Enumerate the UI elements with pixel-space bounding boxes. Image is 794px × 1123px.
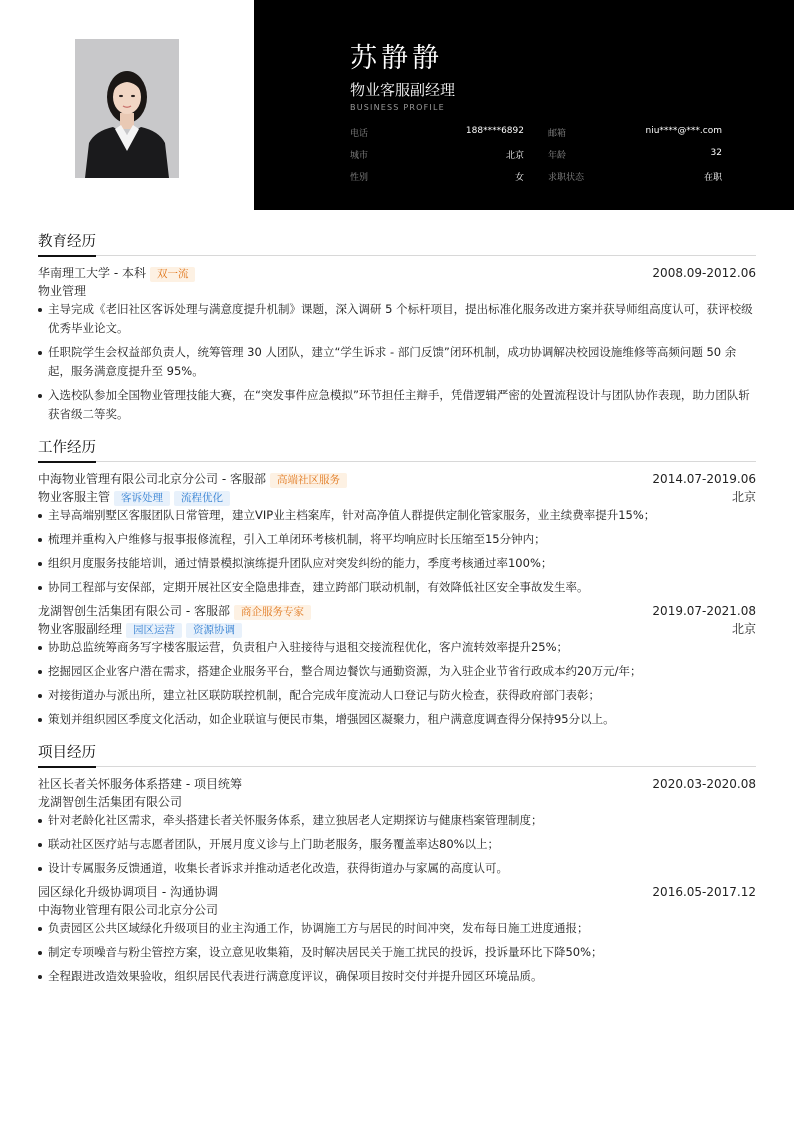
project-org: 龙湖智创生活集团有限公司 xyxy=(38,795,183,809)
portrait-image xyxy=(75,39,179,178)
project-name-line xyxy=(38,883,756,901)
project-name: 园区绿化升级协调项目 - 沟通协调 xyxy=(38,885,218,899)
list-item: 主导完成《老旧社区客诉处理与满意度提升机制》课题，深入调研 5 个标杆项目，提出标准化服务改进方案并获导师组高度认可，获评校级优秀毕业论文。 xyxy=(38,300,756,338)
education-section xyxy=(38,232,756,424)
gender-value: 女 xyxy=(514,173,524,183)
role-tag: 资源协调 xyxy=(186,623,242,638)
candidate-name: 苏静静 xyxy=(350,43,443,74)
work-location: 北京 xyxy=(731,490,756,504)
education-bullets xyxy=(38,300,756,424)
work-heading: 工作经历 xyxy=(38,438,96,463)
email-label: 邮箱 xyxy=(548,129,567,139)
project-name: 社区长者关怀服务体系搭建 - 项目统筹 xyxy=(38,777,242,791)
phone-label: 电话 xyxy=(350,129,369,139)
work-date: 2014.07-2019.06 xyxy=(652,472,756,486)
project-section xyxy=(38,743,756,986)
work-entry xyxy=(38,602,756,729)
work-entry xyxy=(38,470,756,597)
profile-subtitle: BUSINESS PROFILE xyxy=(350,103,445,112)
list-item: 设计专属服务反馈通道，收集长者诉求并推动适老化改造，获得街道办与家属的高度认可。 xyxy=(38,859,756,878)
work-section xyxy=(38,438,756,729)
job-status-label: 求职状态 xyxy=(548,173,585,183)
work-date: 2019.07-2021.08 xyxy=(652,604,756,618)
header-banner xyxy=(254,0,794,210)
project-entry xyxy=(38,883,756,986)
job-status-value: 在职 xyxy=(703,173,722,183)
project-date: 2016.05-2017.12 xyxy=(652,885,756,899)
project-heading: 项目经历 xyxy=(38,743,96,768)
company-line xyxy=(38,602,756,620)
city-label: 城市 xyxy=(350,151,369,161)
role-name: 物业客服主管 xyxy=(38,490,111,504)
major: 物业管理 xyxy=(38,284,87,298)
work-bullets xyxy=(38,638,756,729)
role-tag: 园区运营 xyxy=(126,623,182,638)
resume-body xyxy=(38,232,756,1000)
list-item: 主导高端别墅区客服团队日常管理，建立VIP业主档案库，针对高净值人群提供定制化管家服务，业主续费率提升15%； xyxy=(38,506,756,525)
company-name: 龙湖智创生活集团有限公司 - 客服部 xyxy=(38,604,230,618)
role-tag: 客诉处理 xyxy=(114,491,170,506)
list-item: 任职院学生会权益部负责人，统筹管理 30 人团队，建立“学生诉求 - 部门反馈”闭环机制，成功协调解决校园设施维修等高频问题 50 余起，服务满意度提升至 95%。 xyxy=(38,343,756,381)
info-row-contact xyxy=(350,126,722,140)
company-line xyxy=(38,470,756,488)
school-name: 华南理工大学 - 本科 xyxy=(38,266,146,280)
list-item: 入选校队参加全国物业管理技能大赛，在“突发事件应急模拟”环节担任主辩手，凭借逻辑严密的处置流程设计与团队协作表现，助力团队斩获省级二等奖。 xyxy=(38,386,756,424)
company-info xyxy=(38,470,347,488)
project-entry xyxy=(38,775,756,878)
education-header-line xyxy=(38,264,756,282)
company-name: 中海物业管理有限公司北京分公司 - 客服部 xyxy=(38,472,266,486)
school-line xyxy=(38,264,195,282)
education-heading: 教育经历 xyxy=(38,232,96,257)
role-info xyxy=(38,488,230,506)
project-org: 中海物业管理有限公司北京分公司 xyxy=(38,903,219,917)
company-info xyxy=(38,602,311,620)
list-item: 挖掘园区企业客户潜在需求，搭建企业服务平台，整合周边餐饮与通勤资源，为入驻企业节省行政成本约20万元/年； xyxy=(38,662,756,681)
gender-label: 性别 xyxy=(350,173,369,183)
role-line xyxy=(38,620,756,638)
job-title: 物业客服副经理 xyxy=(350,81,456,99)
project-name-line xyxy=(38,775,756,793)
school-tag: 双一流 xyxy=(150,267,196,282)
work-bullets xyxy=(38,506,756,597)
project-org-line xyxy=(38,793,756,811)
role-info xyxy=(38,620,242,638)
header-photo-area xyxy=(0,0,254,210)
company-tag: 商企服务专家 xyxy=(234,605,311,620)
phone-value: 188****6892 xyxy=(465,126,524,136)
education-entry xyxy=(38,264,756,424)
list-item: 组织月度服务技能培训，通过情景模拟演练提升团队应对突发纠纷的能力，季度考核通过率100%； xyxy=(38,554,756,573)
project-heading-bar xyxy=(38,743,756,767)
profile-photo xyxy=(75,39,179,178)
project-org-line xyxy=(38,901,756,919)
age-label: 年龄 xyxy=(548,151,567,161)
company-tag: 高端社区服务 xyxy=(270,473,347,488)
education-date: 2008.09-2012.06 xyxy=(652,266,756,280)
list-item: 梳理并重构入户维修与报事报修流程，引入工单闭环考核机制，将平均响应时长压缩至15分钟内； xyxy=(38,530,756,549)
role-line xyxy=(38,488,756,506)
work-location: 北京 xyxy=(731,622,756,636)
list-item: 全程跟进改造效果验收，组织居民代表进行满意度评议，确保项目按时交付并提升园区环境品质。 xyxy=(38,967,756,986)
project-bullets xyxy=(38,919,756,986)
major-line xyxy=(38,282,756,300)
list-item: 负责园区公共区域绿化升级项目的业主沟通工作，协调施工方与居民的时间冲突，发布每日施工进度通报； xyxy=(38,919,756,938)
role-tag: 流程优化 xyxy=(174,491,230,506)
project-date: 2020.03-2020.08 xyxy=(652,777,756,791)
education-heading-bar xyxy=(38,232,756,256)
list-item: 对接街道办与派出所，建立社区联防联控机制，配合完成年度流动人口登记与防火检查，获得政府部门表彰； xyxy=(38,686,756,705)
list-item: 协同工程部与安保部，定期开展社区安全隐患排查，建立跨部门联动机制，有效降低社区安全事故发生率。 xyxy=(38,578,756,597)
info-row-gender xyxy=(350,170,722,184)
project-bullets xyxy=(38,811,756,878)
role-name: 物业客服副经理 xyxy=(38,622,123,636)
email-value: niu****@***.com xyxy=(645,126,722,136)
list-item: 协助总监统筹商务写字楼客服运营，负责租户入驻接待与退租交接流程优化，客户流转效率提升25%； xyxy=(38,638,756,657)
city-value: 北京 xyxy=(505,151,524,161)
list-item: 联动社区医疗站与志愿者团队，开展月度义诊与上门助老服务，服务覆盖率达80%以上； xyxy=(38,835,756,854)
work-heading-bar xyxy=(38,438,756,462)
age-value: 32 xyxy=(710,148,722,158)
list-item: 针对老龄化社区需求，牵头搭建长者关怀服务体系，建立独居老人定期探访与健康档案管理制度； xyxy=(38,811,756,830)
list-item: 策划并组织园区季度文化活动，如企业联谊与便民市集，增强园区凝聚力，租户满意度调查得分保持95分以上。 xyxy=(38,710,756,729)
info-row-city xyxy=(350,148,722,162)
list-item: 制定专项噪音与粉尘管控方案，设立意见收集箱，及时解决居民关于施工扰民的投诉，投诉量环比下降50%； xyxy=(38,943,756,962)
